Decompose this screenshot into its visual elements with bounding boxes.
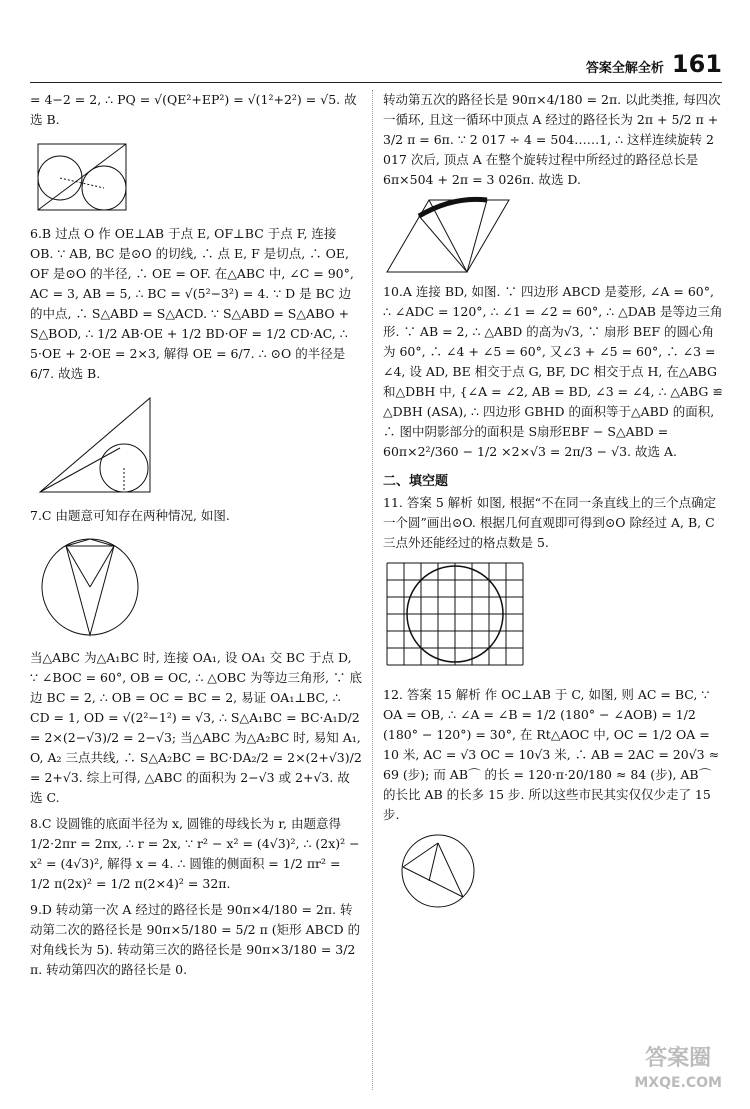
q9-solution: 9.D 转动第一次 A 经过的路径长是 90π×4/180 = 2π. 转动第二次的路径长是 90π×5/180 = 5/2 π (矩形 ABCD 的对角线长为 5). 转动第三次的路径长是 90π×3/180 = 3/2 π. 转动第四次的路径长是 0. xyxy=(30,902,361,977)
page-header xyxy=(586,50,722,78)
header-rule xyxy=(30,82,722,83)
section-fill-in: 二、填空题 xyxy=(383,474,449,489)
left-column xyxy=(30,90,362,986)
q10-solution: 10.A 连接 BD, 如图. ∵ 四边形 ABCD 是菱形, ∠A = 60°, ∴ ∠ADC = 120°, ∴ ∠1 = ∠2 = 60°, ∴ △DAB 是等边三角形. ∵ AB = 2, ∴ △ABD 的高为√3, ∵ 扇形 BEF 的圆心角为 60°, ∴ ∠4 + ∠5 = 60°, 又∠3 + ∠5 = 60°, ∴ ∠3 = ∠4, 设 AD, BE 相交于点 G, BF, DC 相交于点 H, 在△ABG 和△DBH 中, {∠A = ∠2, AB = BD, ∠3 = ∠4, ∴ △ABG ≌ △DBH (ASA), ∴ 四边形 GBHD 的面积等于△ABD 的面积, ∴ 图中阴影部分的面积是 S扇形EBF − S△ABD = 60π×2²/360 − 1/2 ×2×√3 = 2π/3 − √3. 故选 A. xyxy=(383,284,723,459)
figure-inscribed-triangles xyxy=(30,532,150,642)
figure-grid-circle xyxy=(383,559,533,679)
watermark-logo: 答案圈 MXQE.COM xyxy=(634,1046,722,1091)
section-title: 答案全解全析 xyxy=(585,61,664,76)
figure-circle-chord xyxy=(383,831,493,911)
figure-rhombus-sector xyxy=(383,196,523,276)
q6-solution: 6.B 过点 O 作 OE⊥AB 于点 E, OF⊥BC 于点 F, 连接 OB. ∵ AB, BC 是⊙O 的切线, ∴ 点 E, F 是切点, ∴ OE, OF 是⊙O 的半径, ∴ OE = OF. 在△ABC 中, ∠C = 90°, AC = 3, AB = 5, ∴ BC = √(5²−3²) = 4. ∵ D 是 BC 边的中点, ∴ S△ABD = S△ACD. ∵ S△ABD = S△ABO + S△BOD, ∴ 1/2 AB·OE + 1/2 BD·OF = 1/2 CD·AC, ∴ 5·OE + 2·OE = 2×3, 解得 OE = 6/7. ∴ ⊙O 的半径是 6/7. 故选 B. xyxy=(30,226,354,381)
q5-conclusion: = 4−2 = 2, ∴ PQ = √(QE²+EP²) = √(1²+2²) = √5. 故选 B. xyxy=(30,92,357,127)
q12-solution: 12. 答案 15 解析 作 OC⊥AB 于 C, 如图, 则 AC = BC, ∵ OA = OB, ∴ ∠A = ∠B = 1/2 (180° − ∠AOB) = 1/2 (180° − 120°) = 30°, 在 Rt△AOC 中, OC = 1/2 OA = 10 米, AC = √3 OC = 10√3 米, ∴ AB = 2AC = 20√3 ≈ 69 (步); 而 AB⌒ 的长 = 120·π·20/180 ≈ 84 (步), AB⌒ 的长比 AB 的长多 15 步. 所以这些市民其实仅仅少走了 15 步. xyxy=(383,687,720,822)
q7-intro: 7.C 由题意可知存在两种情况, 如图. xyxy=(30,508,230,523)
q11-solution: 11. 答案 5 解析 如图, 根据“不在同一条直线上的三个点确定一个圆”画出⊙O. 根据几何直观即可得到⊙O 除经过 A, B, C 三点外还能经过的格点数是 5. xyxy=(383,495,717,550)
figure-right-triangle xyxy=(30,390,180,500)
column-divider xyxy=(372,90,373,1090)
right-column xyxy=(383,90,723,917)
q9-continued: 转动第五次的路径长是 90π×4/180 = 2π. 以此类推, 每四次一循环, 且这一循环中顶点 A 经过的路径长为 2π + 5/2 π + 3/2 π = 6π. ∵ 2 017 ÷ 4 = 504……1, ∴ 这样连续旋转 2 017 次后, 顶点 A 在整个旋转过程中所经过的路径总长是 6π×504 + 2π = 3 026π. 故选 D. xyxy=(383,92,721,187)
figure-rectangle-circles xyxy=(30,136,140,218)
q8-solution: 8.C 设圆锥的底面半径为 x, 圆锥的母线长为 r, 由题意得 1/2·2πr = 2πx, ∴ r = 2x, ∵ r² − x² = (4√3)², ∴ (2x)² − x² = (4√3)², 解得 x = 4. ∴ 圆锥的侧面积 = 1/2 πr² = 1/2 π(2x)² = 1/2 π(2×4)² = 32π. xyxy=(30,816,360,891)
page-number: 161 xyxy=(671,50,722,78)
q7-solution: 当△ABC 为△A₁BC 时, 连接 OA₁, 设 OA₁ 交 BC 于点 D, ∵ ∠BOC = 60°, OB = OC, ∴ △OBC 为等边三角形, ∵ 底边 BC = 2, ∴ OB = OC = BC = 2, 易证 OA₁⊥BC, ∴ CD = 1, OD = √(2²−1²) = √3, ∴ S△A₁BC = BC·A₁D/2 = 2×(2−√3)/2 = 2−√3; 当△ABC 为△A₂BC 时, 易知 A₁, O, A₂ 三点共线, ∴ S△A₂BC = BC·DA₂/2 = 2×(2+√3)/2 = 2+√3. 综上可得, △ABC 的面积为 2−√3 或 2+√3. 故选 C. xyxy=(30,650,362,805)
